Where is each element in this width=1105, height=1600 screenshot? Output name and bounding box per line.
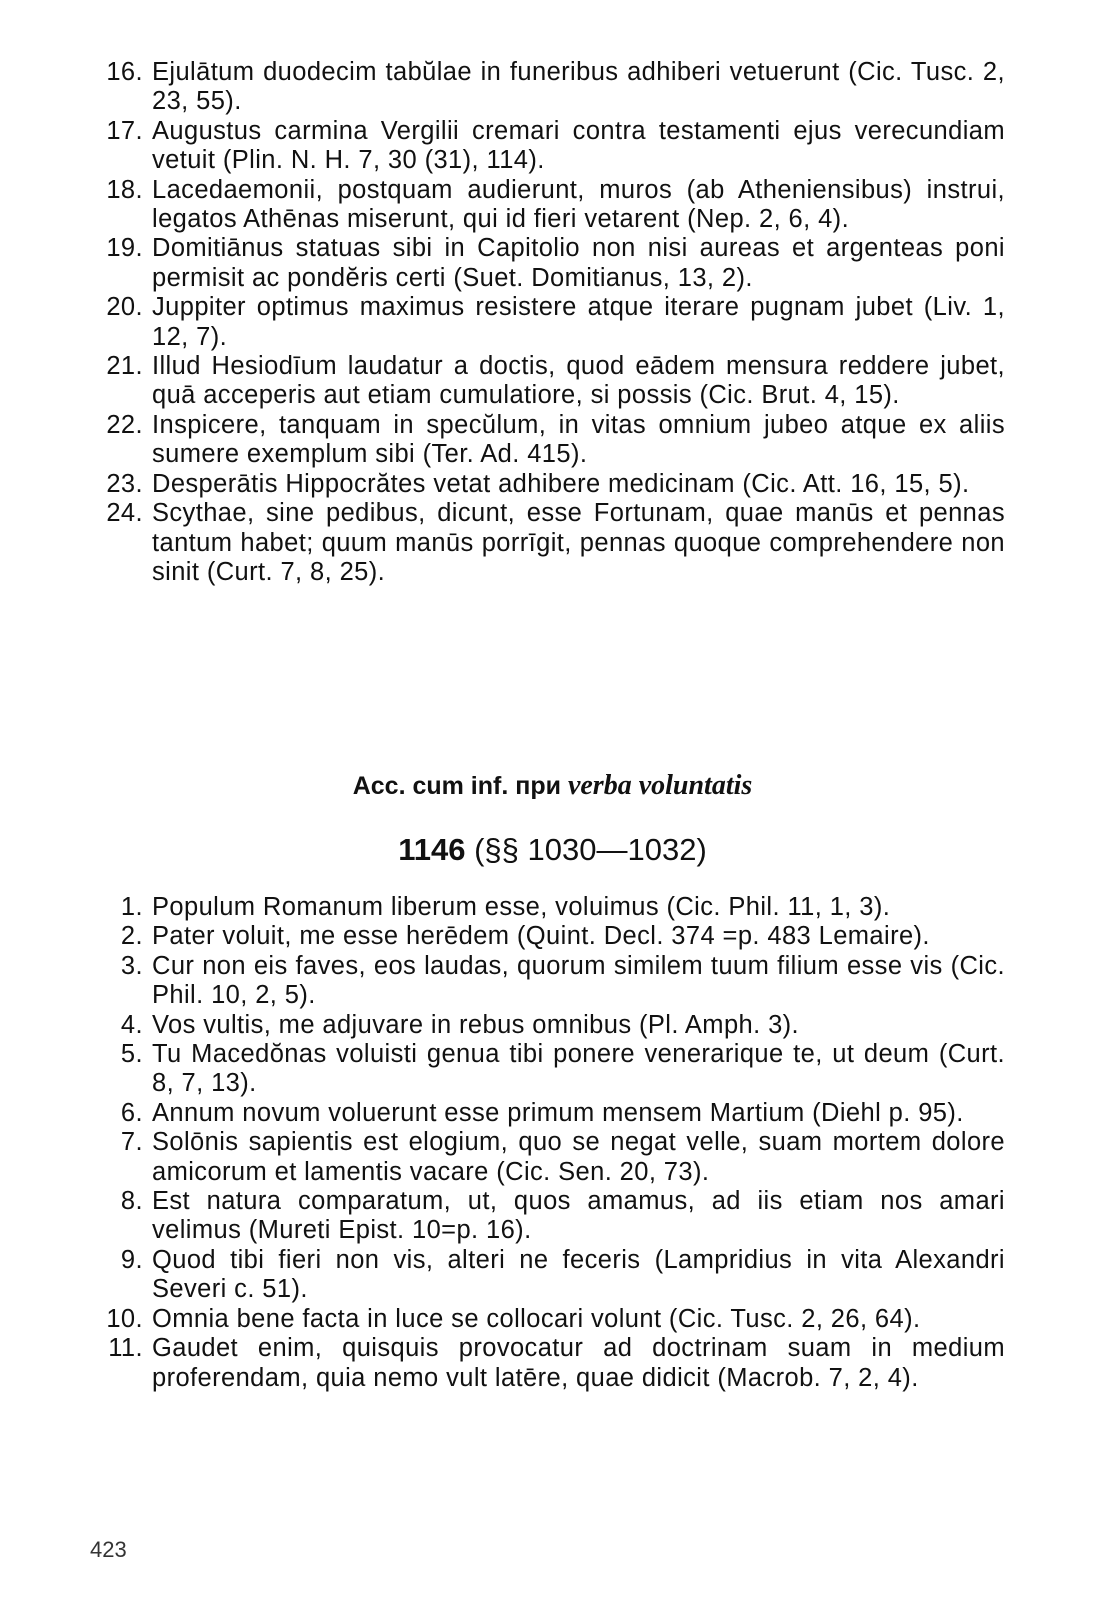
item-text: Tu Macedŏnas voluisti genua tibi ponere venerarique te, ut deum (Curt. 8, 7, 13).: [152, 1040, 1005, 1098]
item-number: 23.: [106, 469, 143, 498]
item-number: 5.: [120, 1040, 143, 1069]
item-text: Desperātis Hippocrătes vetat adhibere medicinam (Cic. Att. 16, 15, 5).: [152, 469, 970, 498]
item-text: Juppiter optimus maximus resistere atque iterare pugnam jubet (Liv. 1, 12, 7).: [152, 293, 1005, 351]
item-text: Vos vultis, me adjuvare in rebus omnibus (Pl. Amph. 3).: [152, 1010, 800, 1039]
item-number: 1.: [120, 893, 143, 921]
item-number: 9.: [120, 1245, 143, 1274]
item-text: Omnia bene facta in luce se collocari volunt (Cic. Tusc. 2, 26, 64).: [152, 1304, 921, 1333]
list-item: [100, 1011, 1005, 1040]
item-text: Solōnis sapientis est elogium, quo se negat velle, suam mortem dolore amicorum et lamentis vacare (Cic. Sen. 20, 73).: [152, 1128, 1005, 1186]
item-number: 24.: [106, 499, 143, 528]
list-item: [100, 893, 1005, 922]
item-number: 21.: [106, 352, 143, 381]
list-item: [100, 952, 1005, 1011]
page-number: 423: [90, 1537, 127, 1562]
list-item: [100, 1099, 1005, 1128]
item-number: 6.: [120, 1098, 143, 1127]
list-item: [100, 470, 1005, 499]
item-text: Inspicere, tanquam in specŭlum, in vitas omnium jubeo atque ex aliis sumere exemplum sibi (Ter. Ad. 415).: [152, 410, 1005, 469]
list-item: [100, 1040, 1005, 1099]
list-item: [100, 176, 1005, 235]
item-text: Domitiānus statuas sibi in Capitolio non nisi aureas et argenteas poni permisit ac pondĕris certi (Suet. Domitianus, 13, 2).: [152, 234, 1005, 292]
exercise-number: 1146: [398, 832, 466, 867]
list-item: [100, 234, 1005, 293]
item-text: Illud Hesiodīum laudatur a doctis, quod eādem mensura reddere jubet, quā acceperis aut etiam cumulatiore, si possis (Cic. Brut. 4, 15).: [152, 352, 1005, 410]
exercise-title: [0, 832, 1105, 868]
item-text: Augustus carmina Vergilii cremari contra testamenti ejus verecundiam vetuit (Plin. N. H. 7, 30 (31), 114).: [152, 116, 1005, 175]
item-text: Populum Romanum liberum esse, voluimus (Cic. Phil. 11, 1, 3).: [152, 893, 891, 921]
item-text: Lacedaemonii, postquam audierunt, muros (ab Atheniensibus) instrui, legatos Athēnas miserunt, qui id fieri vetarent (Nep. 2, 6, 4).: [152, 175, 1005, 234]
item-text: Ejulātum duodecim tabŭlae in funeribus adhiberi vetuerunt (Cic. Tusc. 2, 23, 55).: [152, 58, 1005, 116]
item-number: 7.: [120, 1128, 143, 1157]
item-number: 11.: [108, 1334, 143, 1363]
list-item: [100, 117, 1005, 176]
list-item: [100, 1246, 1005, 1305]
exercise-references: (§§ 1030—1032): [465, 832, 707, 867]
item-number: 16.: [106, 58, 143, 86]
item-number: 18.: [106, 175, 143, 204]
item-text: Est natura comparatum, ut, quos amamus, ad iis etiam nos amari velimus (Mureti Epist. 10=p. 16).: [152, 1187, 1005, 1245]
item-text: Quod tibi fieri non vis, alteri ne feceris (Lampridius in vita Alexandri Severi c. 51).: [152, 1245, 1005, 1304]
item-text: Cur non eis faves, eos laudas, quorum similem tuum filium esse vis (Cic. Phil. 10, 2, 5).: [152, 951, 1005, 1010]
item-number: 4.: [120, 1010, 143, 1039]
item-number: 17.: [106, 116, 143, 145]
list-item: [100, 1128, 1005, 1187]
section-heading-prefix: Acc. cum inf. при: [352, 772, 568, 800]
item-number: 20.: [106, 293, 143, 322]
item-number: 3.: [120, 951, 143, 980]
item-text: Annum novum voluerunt esse primum mensem Martium (Diehl p. 95).: [152, 1098, 964, 1127]
list-item: [100, 1187, 1005, 1246]
list-item: [100, 293, 1005, 352]
item-text: Scythae, sine pedibus, dicunt, esse Fortunam, quae manūs et pennas tantum habet; quum manūs porrīgit, pennas quoque comprehendere non sinit (Curt. 7, 8, 25).: [152, 499, 1005, 586]
list-item: [100, 1305, 1005, 1334]
exercise-list-previous: [100, 58, 1005, 587]
item-number: 8.: [120, 1187, 143, 1216]
item-number: 10.: [106, 1304, 143, 1333]
item-number: 19.: [106, 234, 143, 263]
item-text: Gaudet enim, quisquis provocatur ad doctrinam suam in medium proferendam, quia nemo vult latēre, quae didicit (Macrob. 7, 2, 4).: [152, 1334, 1005, 1392]
list-item: [100, 1334, 1005, 1393]
item-text: Pater voluit, me esse herēdem (Quint. Decl. 374 =p. 483 Lemaire).: [152, 922, 930, 951]
section-heading-italic: verba voluntatis: [567, 770, 753, 801]
list-item: [100, 411, 1005, 470]
list-item: [100, 922, 1005, 951]
exercise-list-1146: [100, 893, 1005, 1393]
item-number: 2.: [120, 922, 143, 951]
item-number: 22.: [106, 410, 143, 439]
list-item: [100, 352, 1005, 411]
list-item: [100, 499, 1005, 587]
list-item: [100, 58, 1005, 117]
section-heading: [0, 770, 1105, 802]
